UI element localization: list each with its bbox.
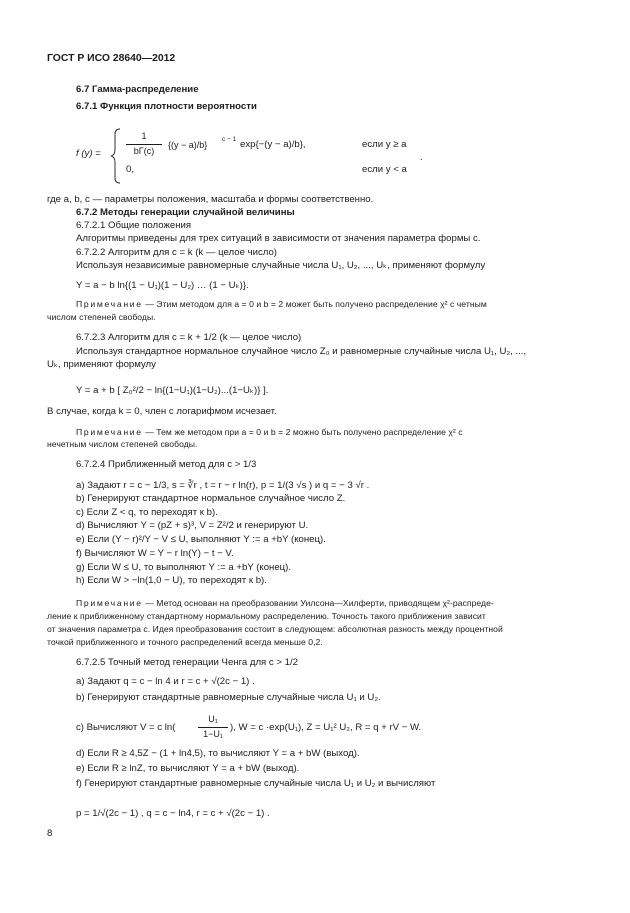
note-2-label: Примечание (76, 427, 143, 437)
section-title-6-7-2-5: 6.7.2.5 Точный метод генерации Ченга для c > 1/2 (76, 657, 298, 668)
approx-step-b: b) Генерируют стандартное нормальное случайное число Z. (76, 493, 346, 504)
note-2-line2: нечетным числом степеней свободы. (47, 439, 198, 449)
pdf-exponent: c − 1 (222, 136, 237, 143)
pdf-formula (70, 126, 430, 186)
cheng-step-c-post: ), W = c ·exp(U₁), Z = U₁² U₂, R = q + rV − W. (230, 722, 422, 733)
section-title-6-7: 6.7 Гамма-распределение (76, 84, 199, 95)
cheng-frac-den: 1−U₁ (203, 729, 223, 739)
cheng-step-d: d) Если R ≥ 4,5Z − (1 + ln4,5), то вычисляют Y = a + bW (выход). (76, 748, 360, 759)
pdf-period: . (420, 152, 423, 163)
note-2-line1: — Тем же методом при a = 0 и b = 2 можно быть получено распределение χ² с (145, 427, 463, 437)
note-3-line3: от значения параметра c. Идея преобразования состоит в следующем: абсолютная разность между процентной (47, 624, 503, 634)
approx-step-e: e) Если (Y − r)²/Y − V ≤ U, выполняют Y := a +bY (конец). (76, 534, 326, 545)
cheng-frac-num: U₁ (208, 714, 218, 724)
note-3-line2: ление к приближенному стандартному нормальному распределению. Точность такого приближения зависит (47, 611, 486, 621)
note-1-line1: — Этим методом для a = 0 и b = 2 может быть получено распределение χ² с четным (145, 299, 487, 309)
pdf-condition-2: если y < a (362, 164, 407, 175)
approx-step-h: h) Если W > −ln(1,0 − U), то переходят к b). (76, 575, 267, 586)
pdf-body: {(y − a)/b} (168, 140, 208, 150)
section-title-6-7-1: 6.7.1 Функция плотности вероятности (76, 101, 257, 112)
alg2-text-1: Используя стандартное нормальное случайное число Z₀ и равномерные случайные числа U₁, U₂, ..., (76, 346, 527, 357)
approx-step-g: g) Если W ≤ U, то выполняют Y := a +bY (конец). (76, 562, 292, 573)
pdf-zero: 0, (126, 164, 135, 175)
running-header: ГОСТ Р ИСО 28640—2012 (47, 53, 176, 64)
note-3-label: Примечание (76, 598, 143, 608)
section-title-6-7-2-1: 6.7.2.1 Общие положения (76, 220, 192, 231)
params-line: где a, b, c — параметры положения, масштаба и формы соответственно. (47, 194, 374, 205)
note-3 (76, 597, 494, 609)
approx-step-a: a) Задают r = c − 1/3, s = ∛r , t = r − r ln(r), p = 1/(3 √s ) и q = − 3 √r . (76, 480, 370, 491)
section-title-6-7-2-3: 6.7.2.3 Алгоритм для c = k + 1/2 (k — целое число) (76, 332, 302, 343)
pdf-numerator: 1 (141, 131, 147, 141)
section-title-6-7-2: 6.7.2 Методы генерации случайной величины (76, 207, 295, 218)
approx-step-c: c) Если Z < q, то переходят к b). (76, 507, 218, 518)
pdf-condition-1: если y ≥ a (362, 139, 407, 150)
approx-step-d: d) Вычисляют Y = (pZ + s)³, V = Z²/2 и генерируют U. (76, 520, 309, 531)
approx-step-f: f) Вычисляют W = Y − r ln(Y) − t − V. (76, 548, 234, 559)
note-3-line1: — Метод основан на преобразовании Уилсона—Хилферти, приводящем χ²-распреде- (145, 598, 494, 608)
note-1-label: Примечание (76, 299, 143, 309)
cheng-formula: p = 1/√(2c − 1) , q = c − ln4, r = c + √(2c − 1) . (76, 808, 270, 819)
cheng-step-a: a) Задают q = c − ln 4 и r = c + √(2c − 1) . (76, 676, 255, 687)
alg2-formula: Y = a + b [ Z₀²/2 − ln{(1−U₁)(1−U₂)...(1−Uₖ)} ]. (76, 385, 269, 396)
general-text: Алгоритмы приведены для трех ситуаций в зависимости от значения параметра формы c. (76, 233, 481, 244)
pdf-exp-part: exp{−(y − a)/b}, (240, 139, 306, 150)
cheng-step-c-pre: c) Вычисляют V = c ln( (76, 722, 176, 733)
note-1-line2: числом степеней свободы. (47, 312, 156, 322)
note-3-line4: точкой приближенного и точного распределений всегда меньше 0,2. (47, 637, 323, 647)
cheng-step-b: b) Генерируют стандартные равномерные случайные числа U₁ и U₂. (76, 692, 381, 703)
left-brace-icon (110, 128, 122, 184)
alg2-case: В случае, когда k = 0, член с логарифмом исчезает. (47, 406, 277, 417)
section-title-6-7-2-4: 6.7.2.4 Приближенный метод для c > 1/3 (76, 459, 257, 470)
cheng-step-e: e) Если R ≥ lnZ, то вычисляют Y = a + bW (выход). (76, 763, 300, 774)
pdf-lhs: f (y) = (76, 148, 101, 159)
cheng-step-c (76, 712, 476, 746)
alg1-text: Используя независимые равномерные случайные числа U₁, U₂, ..., Uₖ, применяют формулу (76, 260, 486, 271)
alg1-formula: Y = a − b ln{(1 − U₁)(1 − U₂) … (1 − Uₖ)}. (76, 280, 249, 291)
pdf-denominator: bΓ(c) (133, 146, 155, 156)
page-number: 8 (47, 828, 53, 839)
alg2-text-2: Uₖ, применяют формулу (47, 359, 156, 370)
section-title-6-7-2-2: 6.7.2.2 Алгоритм для c = k (k — целое число) (76, 247, 277, 258)
cheng-step-f: f) Генерируют стандартные равномерные случайные числа U₁ и U₂ и вычисляют (76, 778, 436, 789)
note-1 (76, 298, 487, 310)
note-2 (76, 426, 463, 438)
